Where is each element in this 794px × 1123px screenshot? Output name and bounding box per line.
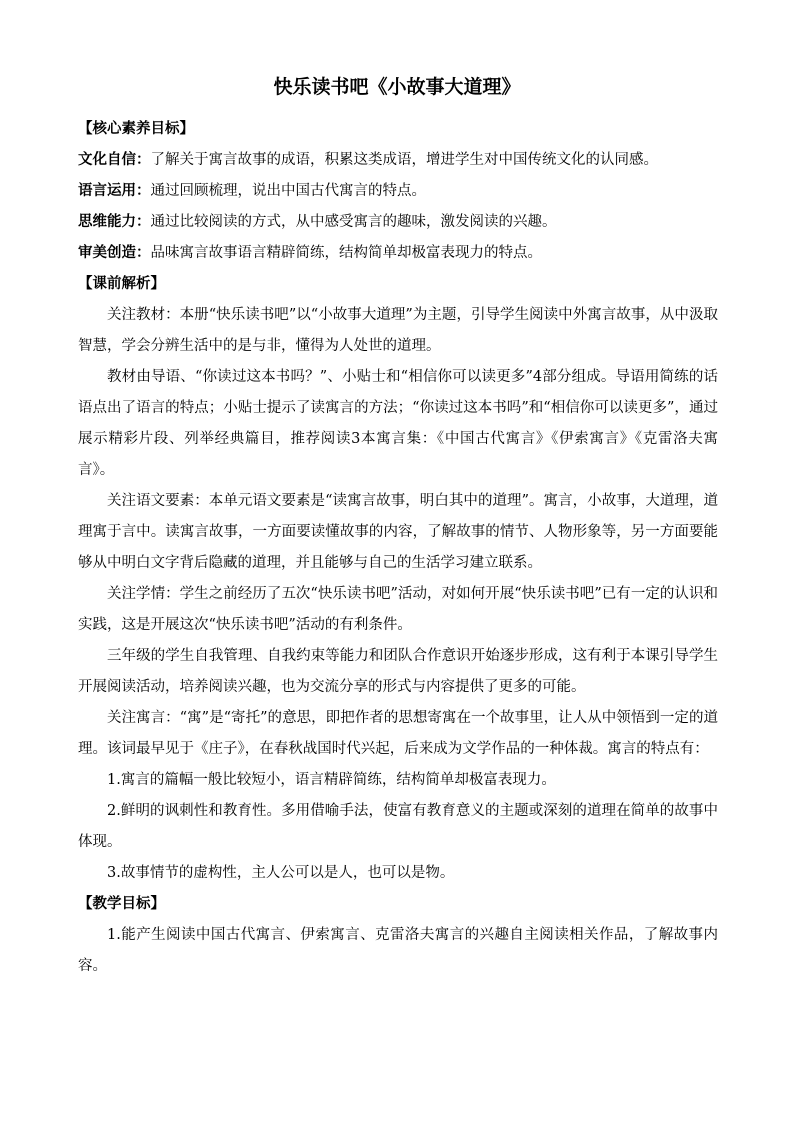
fable-feature-1: 1.寓言的篇幅一般比较短小，语言精辟简练，结构简单却极富表现力。 (107, 772, 556, 788)
paragraph-fables: 关注寓言：“寓”是“寄托”的意思，即把作者的思想寄寓在一个故事里，让人从中领悟到一定的道理。该词最早见于《庄子》，在春秋战国时代兴起，后来成为文学作品的一种体裁。寓言的特点有： (78, 710, 718, 757)
paragraph-student-situation: 关注学情：学生之前经历了五次“快乐读书吧”活动，对如何开展“快乐读书吧”已有一定的认识和实践，这是开展这次“快乐读书吧”活动的有利条件。 (78, 586, 718, 633)
fable-feature-2: 2.鲜明的讽刺性和教育性。多用借喻手法，使富有教育意义的主题或深刻的道理在简单的故事中体现。 (78, 803, 718, 850)
goal-item-aesthetic (78, 238, 718, 269)
fable-feature-3: 3.故事情节的虚构性，主人公可以是人，也可以是物。 (107, 865, 455, 881)
paragraph-textbook: 关注教材：本册“快乐读书吧”以“小故事大道理”为主题，引导学生阅读中外寓言故事，从中汲取智慧，学会分辨生活中的是与非，懂得为人处世的道理。 (78, 307, 718, 354)
goal-item-thinking (78, 207, 718, 238)
paragraph-grade-three: 三年级的学生自我管理、自我约束等能力和团队合作意识开始逐步形成，这有利于本课引导学生开展阅读活动，培养阅读兴趣，也为交流分享的形式与内容提供了更多的可能。 (78, 648, 718, 695)
goal-text: 品味寓言故事语言精辟简练，结构简单却极富表现力的特点。 (150, 245, 542, 261)
paragraph-language-elements: 关注语文要素：本单元语文要素是“读寓言故事，明白其中的道理”。寓言，小故事，大道理，道理寓于言中。读寓言故事，一方面要读懂故事的内容，了解故事的情节、人物形象等，另一方面要能够从中明白文字背后隐藏的道理，并且能够与自己的生活学习建立联系。 (78, 493, 718, 571)
section-heading-teaching-goals: 【教学目标】 (78, 896, 165, 912)
goal-item-language (78, 176, 718, 207)
goal-item-culture (78, 145, 718, 176)
section-heading-pre-class-analysis: 【课前解析】 (78, 276, 165, 292)
goal-text: 了解关于寓言故事的成语，积累这类成语，增进学生对中国传统文化的认同感。 (150, 152, 658, 168)
teaching-goal-1: 1.能产生阅读中国古代寓言、伊索寓言、克雷洛夫寓言的兴趣自主阅读相关作品，了解故事内容。 (78, 927, 718, 974)
goal-label: 文化自信： (78, 152, 151, 168)
page-title: 快乐读书吧《小故事大道理》 (273, 76, 521, 98)
goal-label: 审美创造： (78, 245, 151, 261)
goal-text: 通过回顾梳理，说出中国古代寓言的特点。 (150, 183, 426, 199)
paragraph-textbook-structure: 教材由导语、“你读过这本书吗？”、小贴士和“相信你可以读更多”4部分组成。导语用简练的话语点出了语言的特点；小贴士提示了读寓言的方法；“你读过这本书吗”和“相信你可以读更多”，通过展示精彩片段、列举经典篇目，推荐阅读3本寓言集：《中国古代寓言》《伊索寓言》《克雷洛夫寓言》。 (78, 369, 718, 478)
section-heading-core-goals: 【核心素养目标】 (78, 121, 194, 137)
document-body (78, 114, 718, 982)
goal-text: 通过比较阅读的方式，从中感受寓言的趣味，激发阅读的兴趣。 (150, 214, 557, 230)
goal-label: 思维能力： (78, 214, 151, 230)
goal-label: 语言运用： (78, 183, 151, 199)
